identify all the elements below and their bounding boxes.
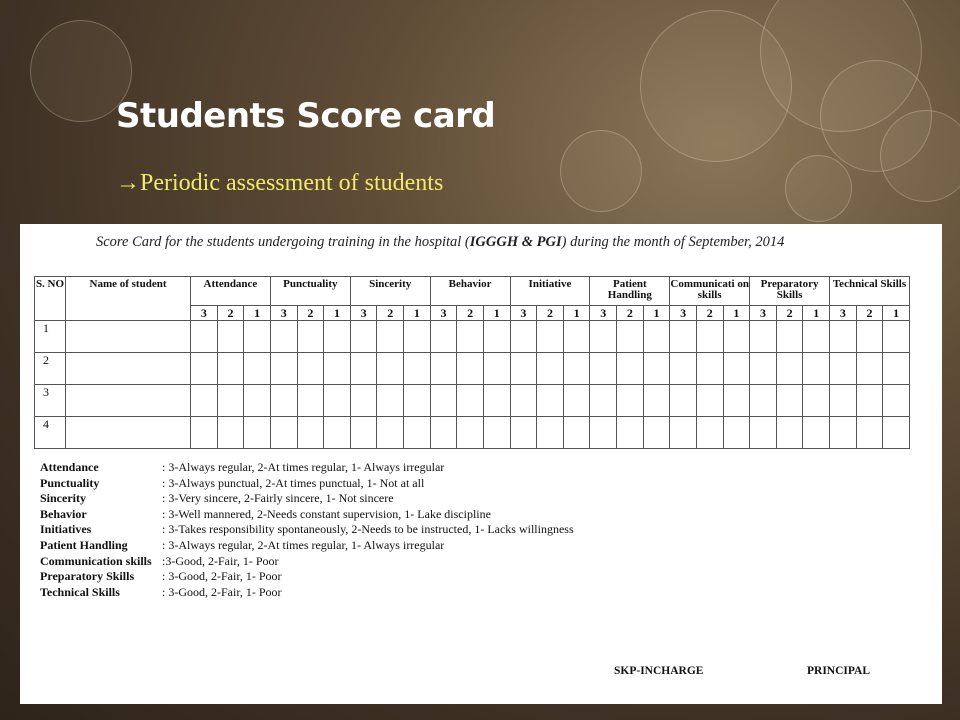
score-cell[interactable] xyxy=(350,417,377,449)
student-name-cell[interactable] xyxy=(66,321,191,353)
legend-key: Preparatory Skills xyxy=(40,569,135,584)
legend-key: Initiatives xyxy=(40,522,92,537)
bokeh-circle xyxy=(785,155,852,222)
score-cell[interactable] xyxy=(830,353,857,385)
serial-number-cell: 4 xyxy=(35,417,66,449)
serial-number-cell: 3 xyxy=(35,385,66,417)
score-cell[interactable] xyxy=(350,385,377,417)
criteria-header-row xyxy=(35,277,910,306)
score-level-header: 1 xyxy=(404,306,431,321)
score-cell[interactable] xyxy=(856,417,883,449)
score-level-header: 2 xyxy=(457,306,484,321)
score-cell[interactable] xyxy=(696,321,723,353)
score-cell[interactable] xyxy=(270,321,297,353)
legend-key: Technical Skills xyxy=(40,584,120,599)
score-level-header: 1 xyxy=(643,306,670,321)
score-cell[interactable] xyxy=(297,321,324,353)
criterion-header: Preparatory Skills xyxy=(750,277,830,306)
score-cell[interactable] xyxy=(723,353,750,385)
score-cell[interactable] xyxy=(696,417,723,449)
legend-value: : 3-Always regular, 2-At times regular, 1- Always irregular xyxy=(162,537,445,552)
slide-title: Students Score card xyxy=(116,96,496,136)
legend-row xyxy=(40,569,574,585)
score-cell[interactable] xyxy=(404,353,431,385)
score-cell[interactable] xyxy=(377,417,404,449)
score-cell[interactable] xyxy=(270,385,297,417)
score-level-header: 2 xyxy=(217,306,244,321)
score-cell[interactable] xyxy=(670,417,697,449)
score-level-header: 1 xyxy=(563,306,590,321)
name-header: Name of student xyxy=(66,277,191,321)
criterion-header: Punctuality xyxy=(270,277,350,306)
score-cell[interactable] xyxy=(776,353,803,385)
score-cell[interactable] xyxy=(696,385,723,417)
slide-bullet: →Periodic assessment of students xyxy=(116,170,444,196)
score-cell[interactable] xyxy=(430,417,457,449)
score-cell[interactable] xyxy=(324,321,351,353)
legend-key: Attendance xyxy=(40,460,99,474)
legend-row xyxy=(40,522,574,538)
score-cell[interactable] xyxy=(297,353,324,385)
score-cell[interactable] xyxy=(191,353,218,385)
score-cell[interactable] xyxy=(643,353,670,385)
score-cell[interactable] xyxy=(377,321,404,353)
score-cell[interactable] xyxy=(510,417,537,449)
score-cell[interactable] xyxy=(776,321,803,353)
legend-value: : 3-Always regular, 2-At times regular, 1- Always irregular xyxy=(162,460,445,474)
score-cell[interactable] xyxy=(856,385,883,417)
legend-row xyxy=(40,585,574,601)
scorecard-heading xyxy=(96,234,784,251)
score-cell[interactable] xyxy=(217,321,244,353)
score-cell[interactable] xyxy=(670,353,697,385)
score-cell[interactable] xyxy=(483,385,510,417)
score-cell[interactable] xyxy=(590,353,617,385)
score-cell[interactable] xyxy=(617,417,644,449)
legend-value: : 3-Very sincere, 2-Fairly sincere, 1- Not sincere xyxy=(162,491,394,506)
score-cell[interactable] xyxy=(617,353,644,385)
score-cell[interactable] xyxy=(590,321,617,353)
score-cell[interactable] xyxy=(244,321,271,353)
score-cell[interactable] xyxy=(270,353,297,385)
student-name-cell[interactable] xyxy=(66,353,191,385)
score-cell[interactable] xyxy=(297,417,324,449)
score-level-header: 3 xyxy=(510,306,537,321)
legend-value: :3-Good, 2-Fair, 1- Poor xyxy=(162,553,279,568)
score-cell[interactable] xyxy=(590,417,617,449)
heading-suffix: ) during the month of September, 2014 xyxy=(561,234,785,250)
score-level-header: 1 xyxy=(483,306,510,321)
score-cell[interactable] xyxy=(643,417,670,449)
score-cell[interactable] xyxy=(590,385,617,417)
score-level-header: 3 xyxy=(590,306,617,321)
score-cell[interactable] xyxy=(537,385,564,417)
score-cell[interactable] xyxy=(191,321,218,353)
score-cell[interactable] xyxy=(404,321,431,353)
score-cell[interactable] xyxy=(883,353,910,385)
score-level-header: 2 xyxy=(537,306,564,321)
score-cell[interactable] xyxy=(643,385,670,417)
score-cell[interactable] xyxy=(377,385,404,417)
score-level-header: 3 xyxy=(191,306,218,321)
score-cell[interactable] xyxy=(191,385,218,417)
score-cell[interactable] xyxy=(856,321,883,353)
criterion-header: Initiative xyxy=(510,277,590,306)
score-level-header: 3 xyxy=(430,306,457,321)
criterion-header: Attendance xyxy=(191,277,271,306)
scoring-legend xyxy=(40,460,574,600)
skp-incharge-signature: SKP-INCHARGE xyxy=(614,665,704,677)
score-level-header: 1 xyxy=(723,306,750,321)
score-level-header: 1 xyxy=(244,306,271,321)
legend-row xyxy=(40,554,574,570)
score-cell[interactable] xyxy=(750,385,777,417)
sno-header: S. NO xyxy=(35,277,66,321)
score-cell[interactable] xyxy=(563,353,590,385)
score-cell[interactable] xyxy=(457,385,484,417)
criterion-header: Technical Skills xyxy=(830,277,910,306)
score-cell[interactable] xyxy=(563,385,590,417)
score-cell[interactable] xyxy=(670,385,697,417)
score-cell[interactable] xyxy=(324,353,351,385)
score-cell[interactable] xyxy=(537,417,564,449)
score-cell[interactable] xyxy=(350,321,377,353)
criterion-header: Sincerity xyxy=(350,277,430,306)
heading-emphasis: IGGGH & PGI xyxy=(469,234,562,250)
student-row xyxy=(35,321,910,353)
criterion-header: Behavior xyxy=(430,277,510,306)
score-cell[interactable] xyxy=(217,385,244,417)
score-cell[interactable] xyxy=(244,385,271,417)
score-cell[interactable] xyxy=(723,385,750,417)
score-cell[interactable] xyxy=(723,321,750,353)
score-cell[interactable] xyxy=(537,353,564,385)
score-cell[interactable] xyxy=(883,321,910,353)
score-cell[interactable] xyxy=(617,385,644,417)
score-cell[interactable] xyxy=(457,353,484,385)
score-cell[interactable] xyxy=(776,385,803,417)
principal-signature: PRINCIPAL xyxy=(807,665,871,677)
student-row xyxy=(35,385,910,417)
scorecard-document xyxy=(20,224,942,704)
score-cell[interactable] xyxy=(750,417,777,449)
legend-value: : 3-Good, 2-Fair, 1- Poor xyxy=(162,569,282,584)
legend-row xyxy=(40,507,574,523)
score-cell[interactable] xyxy=(457,321,484,353)
score-cell[interactable] xyxy=(537,321,564,353)
score-cell[interactable] xyxy=(803,417,830,449)
legend-row xyxy=(40,476,574,492)
score-cell[interactable] xyxy=(377,353,404,385)
legend-key: Behavior xyxy=(40,506,87,521)
heading-prefix: Score Card for the students undergoing training in the hospital ( xyxy=(96,234,470,250)
score-level-header: 2 xyxy=(297,306,324,321)
student-row xyxy=(35,353,910,385)
score-cell[interactable] xyxy=(430,321,457,353)
score-cell[interactable] xyxy=(803,385,830,417)
score-level-header: 3 xyxy=(750,306,777,321)
score-level-header: 3 xyxy=(670,306,697,321)
score-level-header: 2 xyxy=(856,306,883,321)
student-row xyxy=(35,417,910,449)
serial-number-cell: 2 xyxy=(35,353,66,385)
score-cell[interactable] xyxy=(404,417,431,449)
student-name-cell[interactable] xyxy=(66,417,191,449)
score-cell[interactable] xyxy=(750,353,777,385)
score-cell[interactable] xyxy=(270,417,297,449)
score-cell[interactable] xyxy=(643,321,670,353)
score-cell[interactable] xyxy=(217,417,244,449)
legend-key: Patient Handling xyxy=(40,537,128,552)
score-cell[interactable] xyxy=(510,385,537,417)
score-cell[interactable] xyxy=(324,385,351,417)
score-cell[interactable] xyxy=(723,417,750,449)
legend-key: Communication skills xyxy=(40,553,152,568)
score-cell[interactable] xyxy=(483,353,510,385)
score-cell[interactable] xyxy=(510,353,537,385)
score-cell[interactable] xyxy=(776,417,803,449)
score-level-header: 3 xyxy=(350,306,377,321)
legend-row xyxy=(40,538,574,554)
score-cell[interactable] xyxy=(457,417,484,449)
legend-value: : 3-Takes responsibility spontaneously, 2-Needs to be instructed, 1- Lacks willingness xyxy=(162,522,574,537)
criterion-header: Communicati on skills xyxy=(670,277,750,306)
bokeh-circle xyxy=(880,110,960,202)
legend-value: : 3-Good, 2-Fair, 1- Poor xyxy=(162,584,282,599)
score-cell[interactable] xyxy=(670,321,697,353)
score-cell[interactable] xyxy=(563,321,590,353)
score-cell[interactable] xyxy=(803,321,830,353)
serial-number-cell: 1 xyxy=(35,321,66,353)
score-cell[interactable] xyxy=(803,353,830,385)
score-cell[interactable] xyxy=(510,321,537,353)
legend-key: Punctuality xyxy=(40,475,100,490)
criterion-header: Patient Handling xyxy=(590,277,670,306)
score-level-header: 2 xyxy=(377,306,404,321)
score-cell[interactable] xyxy=(430,353,457,385)
score-level-header: 2 xyxy=(776,306,803,321)
score-cell[interactable] xyxy=(483,417,510,449)
score-cell[interactable] xyxy=(191,417,218,449)
score-cell[interactable] xyxy=(696,353,723,385)
legend-row xyxy=(40,491,574,507)
score-cell[interactable] xyxy=(830,321,857,353)
legend-key: Sincerity xyxy=(40,491,86,506)
score-cell[interactable] xyxy=(830,417,857,449)
score-level-header: 1 xyxy=(324,306,351,321)
score-level-header: 2 xyxy=(617,306,644,321)
score-cell[interactable] xyxy=(483,321,510,353)
score-cell[interactable] xyxy=(404,385,431,417)
score-cell[interactable] xyxy=(563,417,590,449)
bokeh-circle xyxy=(560,130,642,212)
score-cell[interactable] xyxy=(217,353,244,385)
score-cell[interactable] xyxy=(883,385,910,417)
score-cell[interactable] xyxy=(244,417,271,449)
student-name-cell[interactable] xyxy=(66,385,191,417)
score-level-header: 1 xyxy=(883,306,910,321)
score-cell[interactable] xyxy=(830,385,857,417)
score-cell[interactable] xyxy=(430,385,457,417)
score-cell[interactable] xyxy=(324,417,351,449)
legend-value: : 3-Well mannered, 2-Needs constant supervision, 1- Lake discipline xyxy=(162,506,491,521)
score-cell[interactable] xyxy=(350,353,377,385)
score-cell[interactable] xyxy=(750,321,777,353)
score-level-header: 1 xyxy=(803,306,830,321)
legend-value: : 3-Always punctual, 2-At times punctual, 1- Not at all xyxy=(162,475,425,490)
score-cell[interactable] xyxy=(297,385,324,417)
score-cell[interactable] xyxy=(883,417,910,449)
score-cell[interactable] xyxy=(244,353,271,385)
score-level-header: 3 xyxy=(830,306,857,321)
score-cell[interactable] xyxy=(617,321,644,353)
legend-row xyxy=(40,460,574,476)
score-cell[interactable] xyxy=(856,353,883,385)
score-level-header: 2 xyxy=(696,306,723,321)
score-level-header: 3 xyxy=(270,306,297,321)
score-table xyxy=(34,276,910,449)
